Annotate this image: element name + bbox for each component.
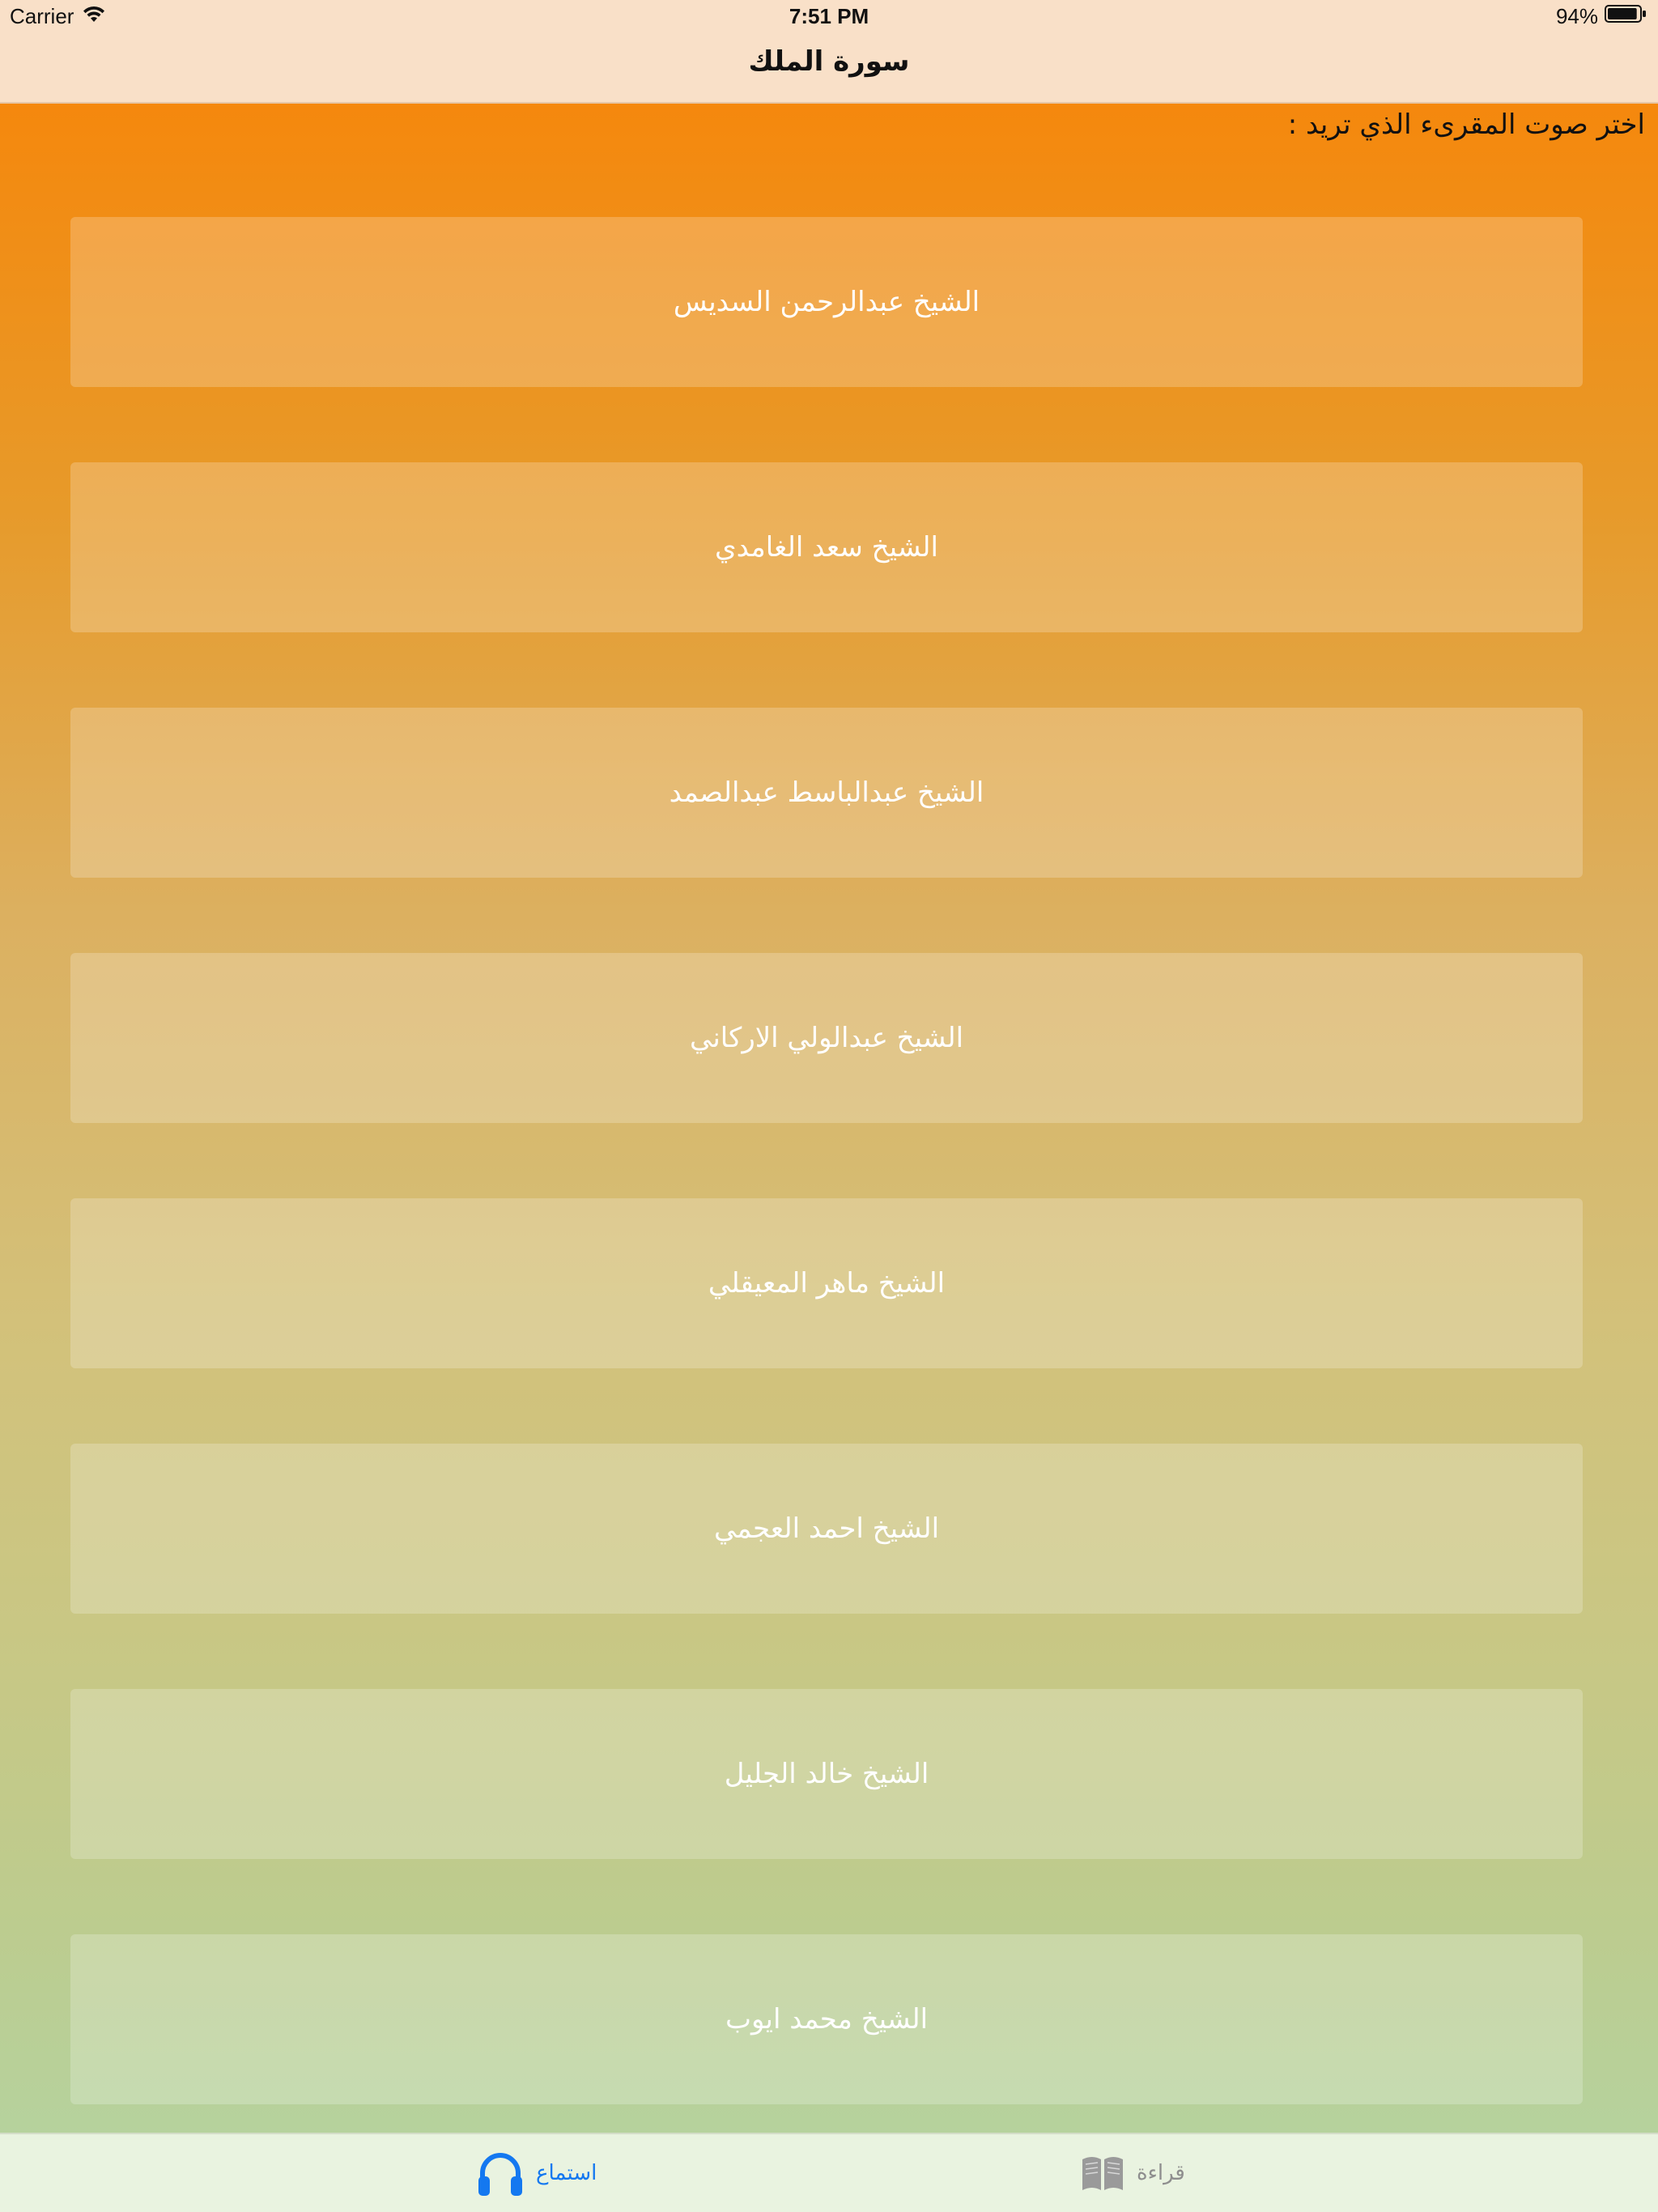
- book-icon: [1080, 2153, 1125, 2193]
- reciter-button-arkani[interactable]: [70, 953, 1583, 1123]
- reciter-label: الشيخ عبدالرحمن السديس: [673, 286, 980, 318]
- battery-percent: 94%: [1555, 4, 1598, 28]
- page-title: سورة الملك: [748, 45, 910, 78]
- headphones-icon: [476, 2149, 525, 2197]
- reciter-label: الشيخ احمد العجمي: [713, 1512, 940, 1545]
- reciter-button-ayyub[interactable]: [70, 1934, 1583, 2104]
- reciter-button-abdulbasit[interactable]: [70, 708, 1583, 878]
- carrier-label: Carrier: [10, 4, 74, 28]
- tab-read[interactable]: [1080, 2142, 1185, 2204]
- reciter-list: [70, 217, 1583, 2180]
- battery-icon: [1605, 4, 1647, 29]
- tab-read-label: قراءة: [1137, 2161, 1185, 2185]
- reciter-label: الشيخ عبدالولي الاركاني: [689, 1022, 964, 1054]
- reciter-button-ajmi[interactable]: [70, 1444, 1583, 1614]
- status-time: 7:51 PM: [789, 4, 869, 28]
- reciter-prompt: اختر صوت المقرىء الذي تريد :: [1287, 108, 1645, 141]
- reciter-label: الشيخ محمد ايوب: [725, 2003, 929, 2035]
- reciter-label: الشيخ عبدالباسط عبدالصمد: [669, 776, 984, 809]
- reciter-button-sudais[interactable]: [70, 217, 1583, 387]
- status-battery-group: [1556, 4, 1647, 29]
- reciter-label: الشيخ خالد الجليل: [724, 1758, 929, 1790]
- tab-bar: [0, 2133, 1658, 2212]
- reciter-button-jaleel[interactable]: [70, 1689, 1583, 1859]
- reciter-selection-content[interactable]: [0, 104, 1658, 2133]
- tab-listen[interactable]: [476, 2142, 597, 2204]
- tab-listen-label: استماع: [536, 2161, 597, 2185]
- status-bar: [0, 0, 1658, 32]
- reciter-button-ghamdi[interactable]: [70, 462, 1583, 632]
- reciter-label: الشيخ سعد الغامدي: [715, 531, 938, 564]
- reciter-button-muaiqly[interactable]: [70, 1198, 1583, 1368]
- navigation-bar: [0, 32, 1658, 104]
- reciter-label: الشيخ ماهر المعيقلي: [708, 1267, 946, 1300]
